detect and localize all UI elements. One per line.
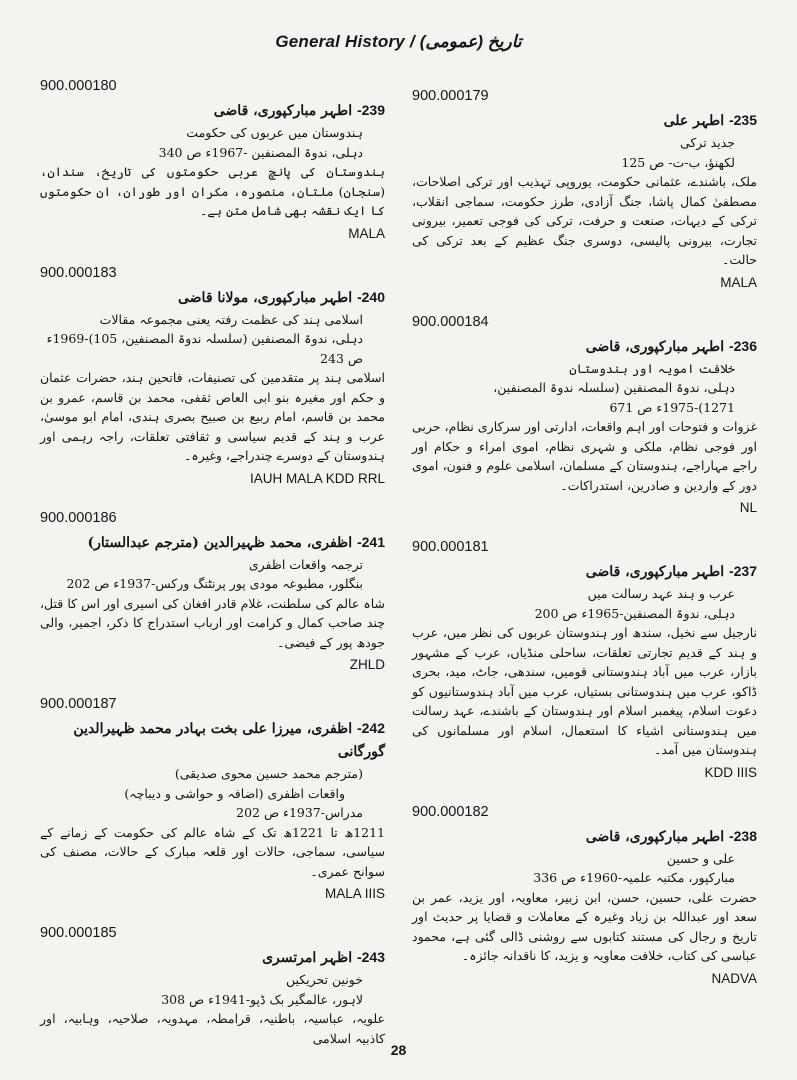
entry-heading	[412, 335, 757, 359]
entry-author: اظفری، محمد ظہیرالدین (مترجم عبدالستار)	[87, 534, 353, 551]
entry-body	[412, 560, 757, 760]
entry-title: (مترجم محمد حسین محوی صدیقی)	[174, 766, 363, 781]
catalog-entry	[40, 696, 385, 901]
entry-number: 243-	[356, 949, 385, 965]
entry-number: 240-	[356, 288, 385, 305]
entry-number: 239-	[356, 102, 385, 118]
entry-author: اظفری، میرزا علی بخت بہادر محمد ظہیرالدین گورگانی	[73, 721, 385, 760]
catalog-entry	[40, 265, 385, 486]
accession-number: 900.000179	[412, 88, 489, 104]
entry-note: شاہ عالم کی سلطنت، غلام قادر افغان کی اسیری اور اس کا قتل، چند صاحب کمال و کرامت اور ارباب استدراج کا ذکر، اجمیر، والی جودھ پور کے فیضی۔	[40, 595, 385, 650]
library-codes: NL	[739, 500, 757, 515]
accession-number: 900.000182	[412, 803, 489, 820]
library-codes: NADVA	[711, 970, 757, 986]
entry-body	[40, 286, 385, 466]
entry-subtitle: واقعات اظفری (اضافہ و حواشی و دیباچہ)	[124, 785, 345, 801]
entry-body	[412, 335, 757, 496]
library-codes: MALA IIIS	[324, 886, 385, 901]
accession-number: 900.000187	[40, 696, 117, 712]
catalog-entry	[412, 88, 757, 290]
entry-author: اطہر مبارکپوری، مولانا قاضی	[178, 289, 353, 306]
library-codes: MALA	[720, 274, 757, 290]
entry-author: اطہر مبارکپوری، قاضی	[213, 103, 353, 119]
entry-body	[40, 99, 385, 221]
accession-number: 900.000185	[40, 925, 117, 941]
accession-number: 900.000183	[40, 264, 117, 281]
entry-body	[40, 946, 385, 1048]
entry-heading	[40, 717, 385, 764]
entry-title: علی و حسین	[666, 850, 735, 866]
entry-number: 242-	[356, 720, 385, 736]
catalog-entry	[412, 314, 757, 516]
entry-author: اظہر امرتسری	[262, 950, 353, 966]
entry-heading	[412, 825, 757, 849]
library-codes: ZHLD	[349, 657, 385, 672]
page-header: General History / تاریخ (عمومی)	[275, 32, 522, 51]
entry-imprint: مدراس-1937ء ص 202	[236, 805, 363, 820]
entry-imprint: دہلی، ندوۃ المصنفین (سلسلہ ندوۃ المصنفین، 105)-1969ء ص 243	[46, 331, 363, 366]
entry-title: ہندوستان میں عربوں کی حکومت	[186, 125, 363, 140]
catalog-entry	[412, 539, 757, 780]
accession-number: 900.000184	[412, 313, 489, 330]
accession-number: 900.000186	[40, 509, 117, 526]
entry-imprint: مبارکپور، مکتبہ علمیہ-1960ء ص 336	[533, 870, 735, 885]
entry-heading	[40, 946, 385, 970]
entry-note: ہندوستان کی پانچ عربی حکومتوں کی تاریخ، سندان، (سنجان) ملتان، منصورہ، مکران اور طوران، ان حکومتوں کا ایک نقشہ بھی شامل متن ہے۔	[40, 164, 385, 218]
entry-author: اطہر مبارکپوری، قاضی	[585, 828, 725, 845]
entry-heading	[412, 560, 757, 584]
entry-note: حضرت علی، حسین، حسن، ابن زبیر، معاویہ، اور یزید، عمر بن سعد اور عبداللہ بن زیاد وغیرہ کے معاملات و قضایا پر حدیث اور تاریخ و رجال کی مستند کتابوں سے روشنی ڈالی گئی ہے، محمود عباسی کی کتاب، خلافت معاویہ و یزید، کا ناقدانہ جائزہ۔	[412, 889, 757, 963]
catalog-entry	[40, 78, 385, 241]
left-column	[40, 78, 385, 1072]
entry-heading	[412, 109, 757, 133]
library-codes: MALA	[348, 225, 385, 241]
entry-note: ملک، باشندے، عثمانی حکومت، یوروپی تہذیب اور ترکی اصلاحات، مصطفیٰ کمال پاشا، جنگ آزادی، طرز حکومت، سماجی انقلاب، ترکی کے دیہات، صنعت و حرفت، ترکی کی فوجی تعمیر، بیرونی تجارت، بیرونی پالیسی، دوسری جنگ عظیم کے بعد ترکی کی حالت۔	[412, 174, 757, 267]
catalog-entry	[412, 804, 757, 986]
entry-number: 237-	[728, 563, 757, 579]
entry-number: 238-	[728, 827, 757, 844]
catalog-entry	[40, 925, 385, 1048]
entry-number: 241-	[356, 533, 385, 550]
entry-title: ترجمہ واقعات اظفری	[248, 556, 363, 572]
entry-heading	[40, 531, 385, 555]
entry-imprint: لاہور، عالمگیر بک ڈپو-1941ء ص 308	[161, 991, 363, 1007]
entry-title: خونین تحریکیں	[285, 972, 363, 987]
entry-imprint: لکھنؤ، ب-ت- ص 125	[621, 154, 735, 170]
entry-title: اسلامی ہند کی عظمت رفتہ یعنی مجموعہ مقالات	[99, 311, 363, 327]
entry-number: 235-	[728, 112, 757, 128]
entry-body	[412, 109, 757, 270]
entry-note: علویہ، عباسیہ، باطنیہ، قرامطہ، مہدویہ، صلاحیہ، وہابیہ، اور کاذبیہ اسلامی	[40, 1011, 385, 1046]
entry-author: اطہر مبارکپوری، قاضی	[585, 338, 725, 355]
library-codes: KDD IIIS	[704, 764, 757, 780]
catalog-entry	[40, 510, 385, 673]
library-codes: IAUH MALA KDD RRL	[249, 470, 385, 486]
entry-imprint: دہلی، ندوۃ المصنفین (سلسلہ ندوۃ المصنفین، 1271)-1975ء ص 671	[493, 380, 735, 415]
entry-title: عرب و ہند عہد رسالت میں	[587, 586, 735, 601]
entry-title: خلافت امویہ اور ہندوستان	[569, 360, 735, 376]
entry-imprint: دہلی، ندوۃ المصنفین -1967ء ص 340	[158, 144, 363, 160]
entry-note: 1211ھ تا 1221ھ تک کے شاہ عالم کی حکومت کے زمانے کے سیاسی، سماجی، حالات اور قلعہ مبارک کے حالات، مصنف کی سوانح عمری۔	[40, 824, 385, 879]
accession-number: 900.000181	[412, 539, 489, 555]
entry-note: غزوات و فتوحات اور اہم واقعات، ادارتی اور سرکاری نظام، حربی اور فوجی نظام، ملکی و شہری نظام، اموی امراء و حکام اور راجے مہاراجے، ہندوستان کے مسلمان، اسلامی علوم و فنون، اموی دور کے واردین و صادرین، استدراکات۔	[412, 419, 757, 493]
entry-body	[40, 531, 385, 653]
entry-author: اطہر علی	[663, 113, 725, 129]
page-number: 28	[390, 1042, 407, 1058]
entry-body	[40, 717, 385, 881]
entry-heading	[40, 286, 385, 310]
accession-number: 900.000180	[40, 78, 117, 94]
right-column	[412, 88, 757, 1010]
entry-author: اطہر مبارکپوری، قاضی	[585, 564, 725, 580]
entry-number: 236-	[728, 337, 757, 354]
entry-heading	[40, 99, 385, 123]
entry-imprint: بنگلور، مطبوعہ مودی پور پرنٹنگ ورکس-1937ء ص 202	[66, 576, 363, 591]
entry-body	[412, 825, 757, 966]
entry-note: اسلامی ہند پر متقدمین کی تصنیفات، فاتحین ہند، حضرات عثمان و حکم اور مغیرہ بنو ابی العاص ثقفی، محمد بن قاسم، عمرو بن محمد بن قاسم، امام ربیع بن صبیح بصری ہندی، امام ابو موسیٰ، عرب و ہند کے قدیم سیاسی و ثقافتی تعلقات، راجہ رہمی اور ہندوستان کے دوسرے چندراجے، وغیرہ۔	[40, 370, 385, 463]
entry-note: نارجیل سے نخیل، سندھ اور ہندوستان عربوں کی نظر میں، عرب و ہند کے قدیم تجارتی تعلقات، ساحلی منڈیاں، عرب کے مشہور بازار، عرب میں آباد ہندوستانی قومیں، سندھی، جاٹ، مید، بحری ڈاکو، عرب میں ہندوستانی بستیاں، عرب میں آباد ہندوستانیوں کو دعوت اسلام، پیغمبر اسلام اور ہندوستان کے باشندے، عہد رسالت میں ہندوستانی اشیاء کا استعمال، اسلام اور مسلمانوں کی ہندوستان میں آمد۔	[412, 625, 757, 757]
entry-title: جدید ترکی	[679, 135, 735, 150]
entry-imprint: دہلی، ندوۃ المصنفین-1965ء ص 200	[534, 605, 735, 621]
